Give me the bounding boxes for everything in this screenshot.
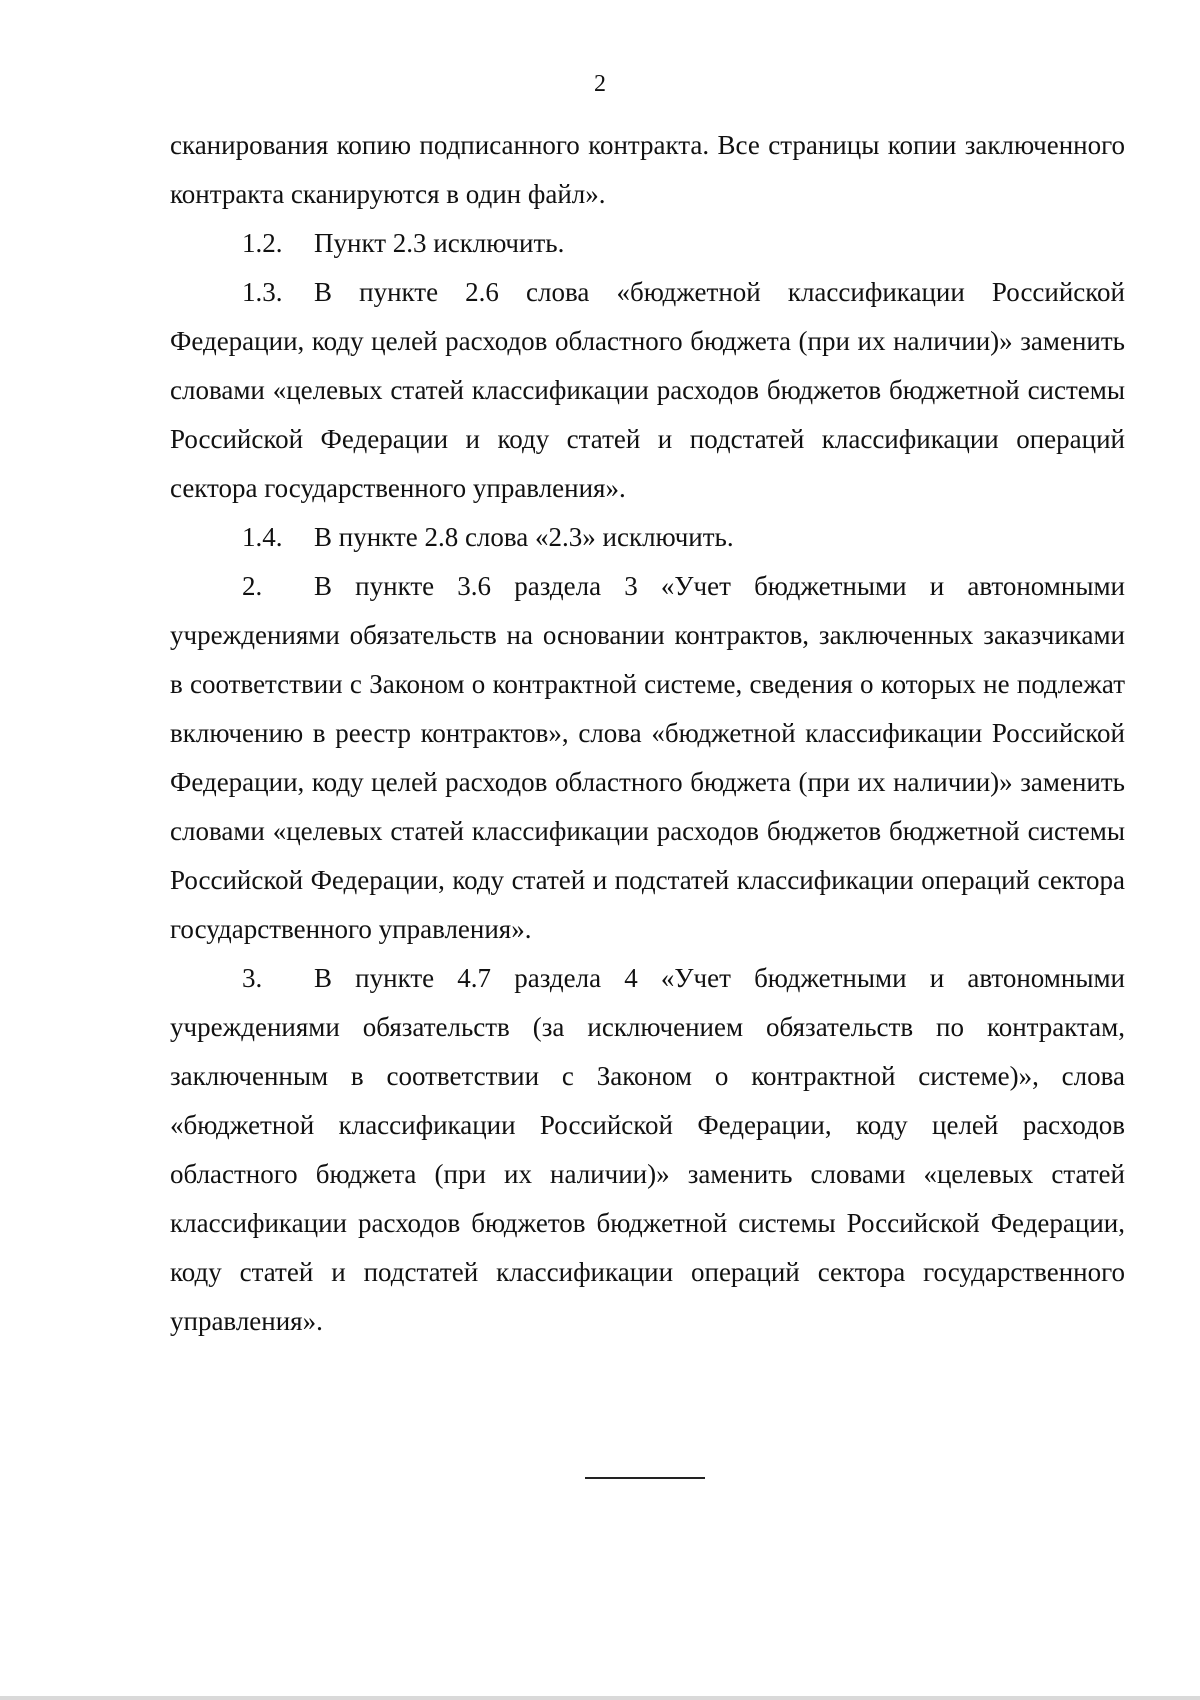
page-number: 2 xyxy=(594,71,606,97)
paragraph-1-2 xyxy=(170,219,1125,268)
end-of-document-rule xyxy=(585,1477,705,1479)
paragraph-text: В пункте 2.6 слова «бюджетной классификации Российской Федерации, коду целей расходов областного бюджета (при их наличии)» заменить словами «целевых статей классификации расходов бюджетов бюджетной системы Российской Федерации и коду статей и подстатей классификации операций сектора государственного управления». xyxy=(170,277,1125,503)
paragraph-number: 1.2. xyxy=(242,228,283,258)
paragraph-number: 2. xyxy=(242,571,263,601)
paragraph-1-3 xyxy=(170,268,1125,513)
paragraph-text: В пункте 3.6 раздела 3 «Учет бюджетными и автономными учреждениями обязательств на основании контрактов, заключенных заказчиками в соответствии с Законом о контрактной системе, сведения о которых не подлежат включению в реестр контрактов», слова «бюджетной классификации Российской Федерации, коду целей расходов областного бюджета (при их наличии)» заменить словами «целевых статей классификации расходов бюджетов бюджетной системы Российской Федерации, коду статей и подстатей классификации операций сектора государственного управления». xyxy=(170,571,1125,944)
document-body xyxy=(170,121,1125,1346)
scan-edge-strip xyxy=(0,1696,1200,1700)
paragraph-2 xyxy=(170,562,1125,954)
paragraph-number: 1.3. xyxy=(242,277,283,307)
paragraph-1-4 xyxy=(170,513,1125,562)
paragraph-text: В пункте 4.7 раздела 4 «Учет бюджетными и автономными учреждениями обязательств (за исключением обязательств по контрактам, заключенным в соответствии с Законом о контрактной системе)», слова «бюджетной классификации Российской Федерации, коду целей расходов областного бюджета (при их наличии)» заменить словами «целевых статей классификации расходов бюджетов бюджетной системы Российской Федерации, коду статей и подстатей классификации операций сектора государственного управления». xyxy=(170,963,1125,1336)
paragraph-continuation xyxy=(170,121,1125,219)
paragraph-text: сканирования копию подписанного контракта. Все страницы копии заключенного контракта сканируются в один файл». xyxy=(170,130,1125,209)
paragraph-3 xyxy=(170,954,1125,1346)
paragraph-text: В пункте 2.8 слова «2.3» исключить. xyxy=(314,522,734,552)
paragraph-text: Пункт 2.3 исключить. xyxy=(314,228,565,258)
paragraph-number: 1.4. xyxy=(242,522,283,552)
paragraph-number: 3. xyxy=(242,963,263,993)
